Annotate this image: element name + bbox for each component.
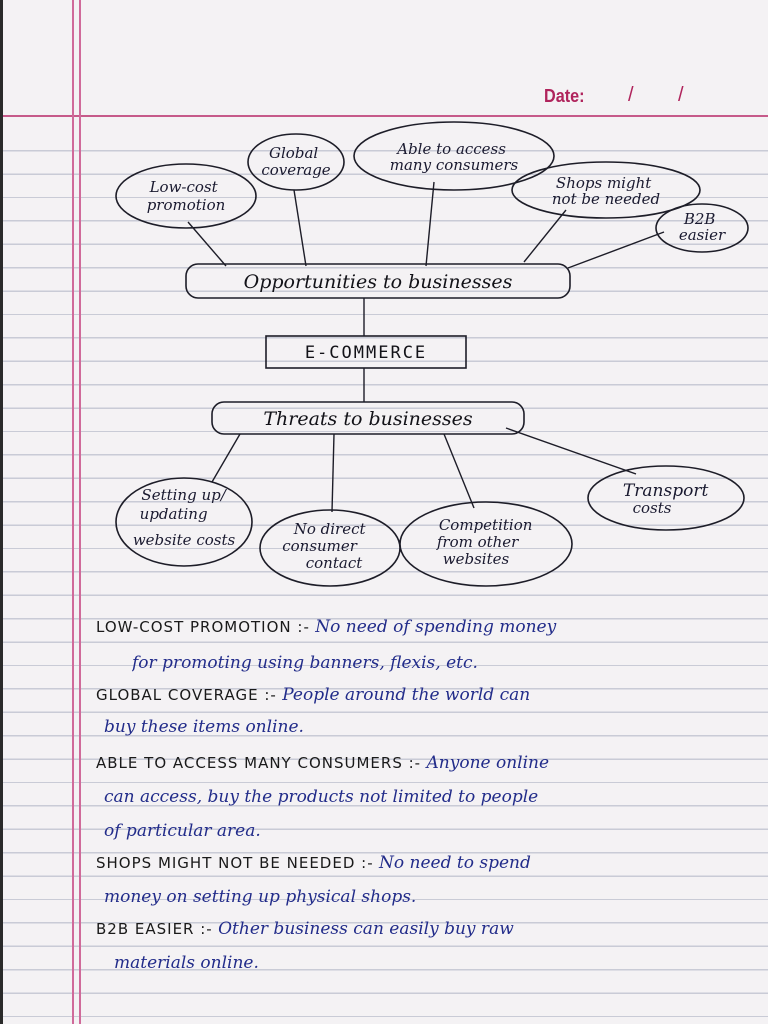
- connector-line: [444, 434, 474, 508]
- bubble-line: No direct: [293, 520, 366, 538]
- threats-hub: Threats to businesses: [263, 408, 473, 430]
- note-low-cost-promotion: [96, 616, 760, 638]
- bubble-website-costs: [133, 486, 236, 549]
- bubble-line: websites: [442, 550, 510, 568]
- connector-line: [506, 428, 636, 474]
- connector-line: [524, 210, 566, 262]
- bubble-line: easier: [678, 226, 726, 244]
- note-definition: No need of spending money: [315, 617, 557, 637]
- note-continuation: money on setting up physical shops.: [104, 887, 417, 907]
- connector-line: [332, 434, 334, 512]
- note-definition: No need to spend: [379, 853, 531, 873]
- bubble-line: promotion: [146, 196, 226, 214]
- bubble-line: Able to access: [397, 140, 506, 158]
- date-separator: /: [628, 84, 634, 106]
- connector-line: [212, 434, 240, 482]
- bubble-shops-not-needed: [552, 174, 660, 208]
- bubble-b2b-easier: [679, 210, 726, 244]
- note-continuation: materials online.: [114, 953, 259, 973]
- bubble-line: many consumers: [389, 156, 519, 174]
- bubble-line: Low-cost: [149, 178, 218, 196]
- note-term: B2B EASIER :-: [96, 920, 213, 938]
- bubble-line: from other: [436, 533, 519, 551]
- bubble-no-direct-contact: [282, 520, 370, 572]
- note-continuation: for promoting using banners, flexis, etc.: [132, 653, 478, 673]
- bubble-line: coverage: [261, 161, 331, 179]
- bubble-transport-costs: [623, 481, 713, 517]
- note-b2b-easier: [96, 918, 760, 940]
- bubble-line: updating: [139, 505, 208, 523]
- date-label: Date:: [544, 86, 585, 106]
- note-term: GLOBAL COVERAGE :-: [96, 686, 277, 704]
- note-global-coverage: [96, 684, 760, 706]
- bubble-line: website costs: [132, 531, 236, 549]
- bubble-access-many-consumers: [390, 140, 519, 174]
- bubble-line: Setting up/: [141, 486, 226, 504]
- note-term: LOW-COST PROMOTION :-: [96, 618, 310, 636]
- opportunities-hub: Opportunities to businesses: [243, 271, 513, 293]
- ecommerce-center: E-COMMERCE: [304, 343, 428, 363]
- bubble-line: Shops might: [555, 174, 652, 192]
- note-access-many-consumers: [96, 752, 760, 774]
- connector-line: [568, 232, 664, 268]
- bubble-line: costs: [632, 499, 672, 517]
- note-definition: Anyone online: [426, 753, 550, 773]
- note-definition: Other business can easily buy raw: [218, 919, 514, 939]
- bubble-line: not be needed: [551, 190, 661, 208]
- bubble-line: consumer: [282, 537, 357, 555]
- note-shops-not-needed: [96, 852, 760, 874]
- date-separator: /: [678, 84, 684, 106]
- bubble-low-cost-promotion: [147, 178, 226, 214]
- note-definition: People around the world can: [282, 685, 531, 705]
- bubble-line: Transport: [622, 481, 709, 501]
- bubble-line: B2B: [683, 210, 716, 228]
- note-continuation: can access, buy the products not limited to people: [104, 787, 539, 807]
- connector-line: [294, 190, 306, 266]
- note-term: SHOPS MIGHT NOT BE NEEDED :-: [96, 854, 374, 872]
- note-continuation: of particular area.: [104, 821, 261, 841]
- bubble-line: contact: [305, 554, 363, 572]
- bubble-line: Competition: [438, 516, 533, 534]
- bubble-competition: [436, 516, 537, 568]
- note-term: ABLE TO ACCESS MANY CONSUMERS :-: [96, 754, 422, 772]
- note-continuation: buy these items online.: [104, 717, 304, 737]
- connector-line: [426, 182, 434, 266]
- bubble-global-coverage: [261, 144, 330, 179]
- bubble-line: Global: [269, 144, 319, 162]
